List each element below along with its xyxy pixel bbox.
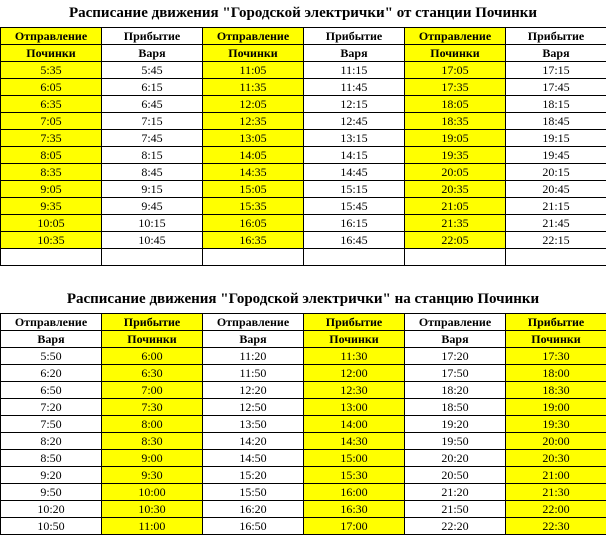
header-row (1, 314, 606, 331)
time-cell: 10:20 (1, 501, 102, 518)
table-row (1, 467, 606, 484)
table-row (1, 399, 606, 416)
time-cell: 5:50 (1, 348, 102, 365)
time-cell: 16:15 (304, 215, 405, 232)
time-cell: 19:00 (506, 399, 606, 416)
column-header: Прибытие (506, 28, 606, 45)
table-row (1, 450, 606, 467)
time-cell: 16:45 (304, 232, 405, 249)
time-cell: 6:30 (102, 365, 203, 382)
time-cell: 11:30 (304, 348, 405, 365)
time-cell: 10:00 (102, 484, 203, 501)
table-row (1, 382, 606, 399)
time-cell: 20:45 (506, 181, 606, 198)
time-cell: 13:00 (304, 399, 405, 416)
time-cell: 8:30 (102, 433, 203, 450)
time-cell: 15:45 (304, 198, 405, 215)
table-row (1, 232, 606, 249)
time-cell: 21:15 (506, 198, 606, 215)
column-header: Починки (304, 331, 405, 348)
time-cell: 11:00 (102, 518, 203, 535)
time-cell: 20:05 (405, 164, 506, 181)
time-cell: 22:15 (506, 232, 606, 249)
table-row (1, 96, 606, 113)
schedule-title: Расписание движения "Городской электрички" от станции Починки (0, 0, 606, 27)
time-cell: 22:05 (405, 232, 506, 249)
time-cell: 17:15 (506, 62, 606, 79)
time-cell: 9:50 (1, 484, 102, 501)
time-cell: 19:05 (405, 130, 506, 147)
time-cell: 20:35 (405, 181, 506, 198)
time-cell: 18:30 (506, 382, 606, 399)
table-row (1, 348, 606, 365)
time-cell: 12:35 (203, 113, 304, 130)
empty-cell (1, 249, 102, 266)
table-row (1, 62, 606, 79)
column-header: Отправление (405, 28, 506, 45)
time-cell: 6:50 (1, 382, 102, 399)
time-cell: 10:45 (102, 232, 203, 249)
time-cell: 15:35 (203, 198, 304, 215)
time-cell: 17:05 (405, 62, 506, 79)
time-cell: 9:45 (102, 198, 203, 215)
time-cell: 22:20 (405, 518, 506, 535)
time-cell: 11:35 (203, 79, 304, 96)
time-cell: 8:35 (1, 164, 102, 181)
column-header: Прибытие (102, 314, 203, 331)
time-cell: 9:20 (1, 467, 102, 484)
table-row (1, 181, 606, 198)
time-cell: 15:05 (203, 181, 304, 198)
time-cell: 16:50 (203, 518, 304, 535)
table-row (1, 164, 606, 181)
time-cell: 14:00 (304, 416, 405, 433)
time-cell: 21:00 (506, 467, 606, 484)
time-cell: 5:45 (102, 62, 203, 79)
time-cell: 9:30 (102, 467, 203, 484)
time-cell: 20:30 (506, 450, 606, 467)
column-header: Починки (203, 45, 304, 62)
time-cell: 18:00 (506, 365, 606, 382)
time-cell: 14:30 (304, 433, 405, 450)
column-header: Прибытие (102, 28, 203, 45)
header-row (1, 28, 606, 45)
time-cell: 6:35 (1, 96, 102, 113)
time-cell: 18:15 (506, 96, 606, 113)
table-row (1, 215, 606, 232)
time-cell: 10:30 (102, 501, 203, 518)
time-cell: 17:00 (304, 518, 405, 535)
time-cell: 7:00 (102, 382, 203, 399)
time-cell: 21:50 (405, 501, 506, 518)
column-header: Прибытие (304, 28, 405, 45)
time-cell: 11:45 (304, 79, 405, 96)
table-row (1, 484, 606, 501)
time-cell: 10:35 (1, 232, 102, 249)
time-cell: 19:30 (506, 416, 606, 433)
time-cell: 8:15 (102, 147, 203, 164)
header-row (1, 45, 606, 62)
time-cell: 16:35 (203, 232, 304, 249)
column-header: Отправление (1, 28, 102, 45)
empty-cell (203, 249, 304, 266)
time-cell: 7:05 (1, 113, 102, 130)
table-row (1, 198, 606, 215)
time-cell: 11:15 (304, 62, 405, 79)
time-cell: 10:05 (1, 215, 102, 232)
schedule-from-pochinki (0, 0, 606, 266)
time-cell: 11:50 (203, 365, 304, 382)
time-cell: 10:15 (102, 215, 203, 232)
column-header: Варя (203, 331, 304, 348)
time-cell: 18:35 (405, 113, 506, 130)
time-cell: 15:30 (304, 467, 405, 484)
table-row (1, 501, 606, 518)
time-cell: 9:05 (1, 181, 102, 198)
column-header: Варя (1, 331, 102, 348)
column-header: Отправление (203, 28, 304, 45)
section-divider (0, 266, 606, 286)
time-cell: 19:20 (405, 416, 506, 433)
time-cell: 8:50 (1, 450, 102, 467)
table-row (1, 147, 606, 164)
table-row (1, 130, 606, 147)
time-cell: 14:15 (304, 147, 405, 164)
time-cell: 17:35 (405, 79, 506, 96)
time-cell: 7:20 (1, 399, 102, 416)
time-cell: 20:50 (405, 467, 506, 484)
time-cell: 18:20 (405, 382, 506, 399)
time-cell: 22:00 (506, 501, 606, 518)
time-cell: 14:35 (203, 164, 304, 181)
header-row (1, 331, 606, 348)
time-cell: 8:45 (102, 164, 203, 181)
column-header: Отправление (203, 314, 304, 331)
empty-cell (102, 249, 203, 266)
time-cell: 19:35 (405, 147, 506, 164)
time-cell: 9:15 (102, 181, 203, 198)
schedule-to-pochinki (0, 286, 606, 535)
empty-cell (405, 249, 506, 266)
time-cell: 13:15 (304, 130, 405, 147)
time-cell: 21:20 (405, 484, 506, 501)
time-cell: 18:50 (405, 399, 506, 416)
column-header: Варя (405, 331, 506, 348)
time-cell: 21:30 (506, 484, 606, 501)
table-row (1, 365, 606, 382)
time-cell: 5:35 (1, 62, 102, 79)
empty-cell (304, 249, 405, 266)
time-cell: 12:15 (304, 96, 405, 113)
time-cell: 7:50 (1, 416, 102, 433)
time-cell: 7:45 (102, 130, 203, 147)
time-cell: 20:00 (506, 433, 606, 450)
time-cell: 7:30 (102, 399, 203, 416)
time-cell: 21:45 (506, 215, 606, 232)
time-cell: 15:15 (304, 181, 405, 198)
time-cell: 15:00 (304, 450, 405, 467)
table-row (1, 113, 606, 130)
time-cell: 15:50 (203, 484, 304, 501)
time-cell: 19:50 (405, 433, 506, 450)
time-cell: 11:05 (203, 62, 304, 79)
column-header: Починки (506, 331, 606, 348)
column-header: Починки (102, 331, 203, 348)
column-header: Отправление (405, 314, 506, 331)
table-row (1, 416, 606, 433)
time-cell: 11:20 (203, 348, 304, 365)
time-cell: 13:50 (203, 416, 304, 433)
time-cell: 22:30 (506, 518, 606, 535)
column-header: Отправление (1, 314, 102, 331)
time-cell: 6:00 (102, 348, 203, 365)
time-cell: 12:30 (304, 382, 405, 399)
time-cell: 20:20 (405, 450, 506, 467)
column-header: Варя (506, 45, 606, 62)
column-header: Починки (405, 45, 506, 62)
time-cell: 7:35 (1, 130, 102, 147)
time-cell: 7:15 (102, 113, 203, 130)
time-cell: 17:30 (506, 348, 606, 365)
time-cell: 12:00 (304, 365, 405, 382)
time-cell: 19:45 (506, 147, 606, 164)
table-row (1, 518, 606, 535)
time-cell: 19:15 (506, 130, 606, 147)
time-cell: 12:45 (304, 113, 405, 130)
column-header: Варя (304, 45, 405, 62)
empty-cell (506, 249, 606, 266)
time-cell: 8:20 (1, 433, 102, 450)
table-row (1, 433, 606, 450)
column-header: Варя (102, 45, 203, 62)
schedule-table (0, 27, 606, 266)
time-cell: 16:00 (304, 484, 405, 501)
time-cell: 9:35 (1, 198, 102, 215)
time-cell: 16:30 (304, 501, 405, 518)
time-cell: 14:45 (304, 164, 405, 181)
time-cell: 20:15 (506, 164, 606, 181)
time-cell: 12:50 (203, 399, 304, 416)
time-cell: 12:05 (203, 96, 304, 113)
time-cell: 17:45 (506, 79, 606, 96)
time-cell: 10:50 (1, 518, 102, 535)
column-header: Прибытие (304, 314, 405, 331)
column-header: Прибытие (506, 314, 606, 331)
time-cell: 13:05 (203, 130, 304, 147)
time-cell: 21:35 (405, 215, 506, 232)
time-cell: 8:00 (102, 416, 203, 433)
time-cell: 17:50 (405, 365, 506, 382)
time-cell: 14:05 (203, 147, 304, 164)
time-cell: 14:50 (203, 450, 304, 467)
schedule-table (0, 313, 606, 535)
empty-row (1, 249, 606, 266)
time-cell: 6:05 (1, 79, 102, 96)
time-cell: 15:20 (203, 467, 304, 484)
time-cell: 12:20 (203, 382, 304, 399)
time-cell: 6:15 (102, 79, 203, 96)
time-cell: 17:20 (405, 348, 506, 365)
time-cell: 9:00 (102, 450, 203, 467)
table-row (1, 79, 606, 96)
time-cell: 18:05 (405, 96, 506, 113)
schedule-title: Расписание движения "Городской электрички" на станцию Починки (0, 286, 606, 313)
time-cell: 6:45 (102, 96, 203, 113)
time-cell: 6:20 (1, 365, 102, 382)
time-cell: 16:20 (203, 501, 304, 518)
time-cell: 8:05 (1, 147, 102, 164)
time-cell: 18:45 (506, 113, 606, 130)
time-cell: 21:05 (405, 198, 506, 215)
column-header: Починки (1, 45, 102, 62)
time-cell: 16:05 (203, 215, 304, 232)
time-cell: 14:20 (203, 433, 304, 450)
